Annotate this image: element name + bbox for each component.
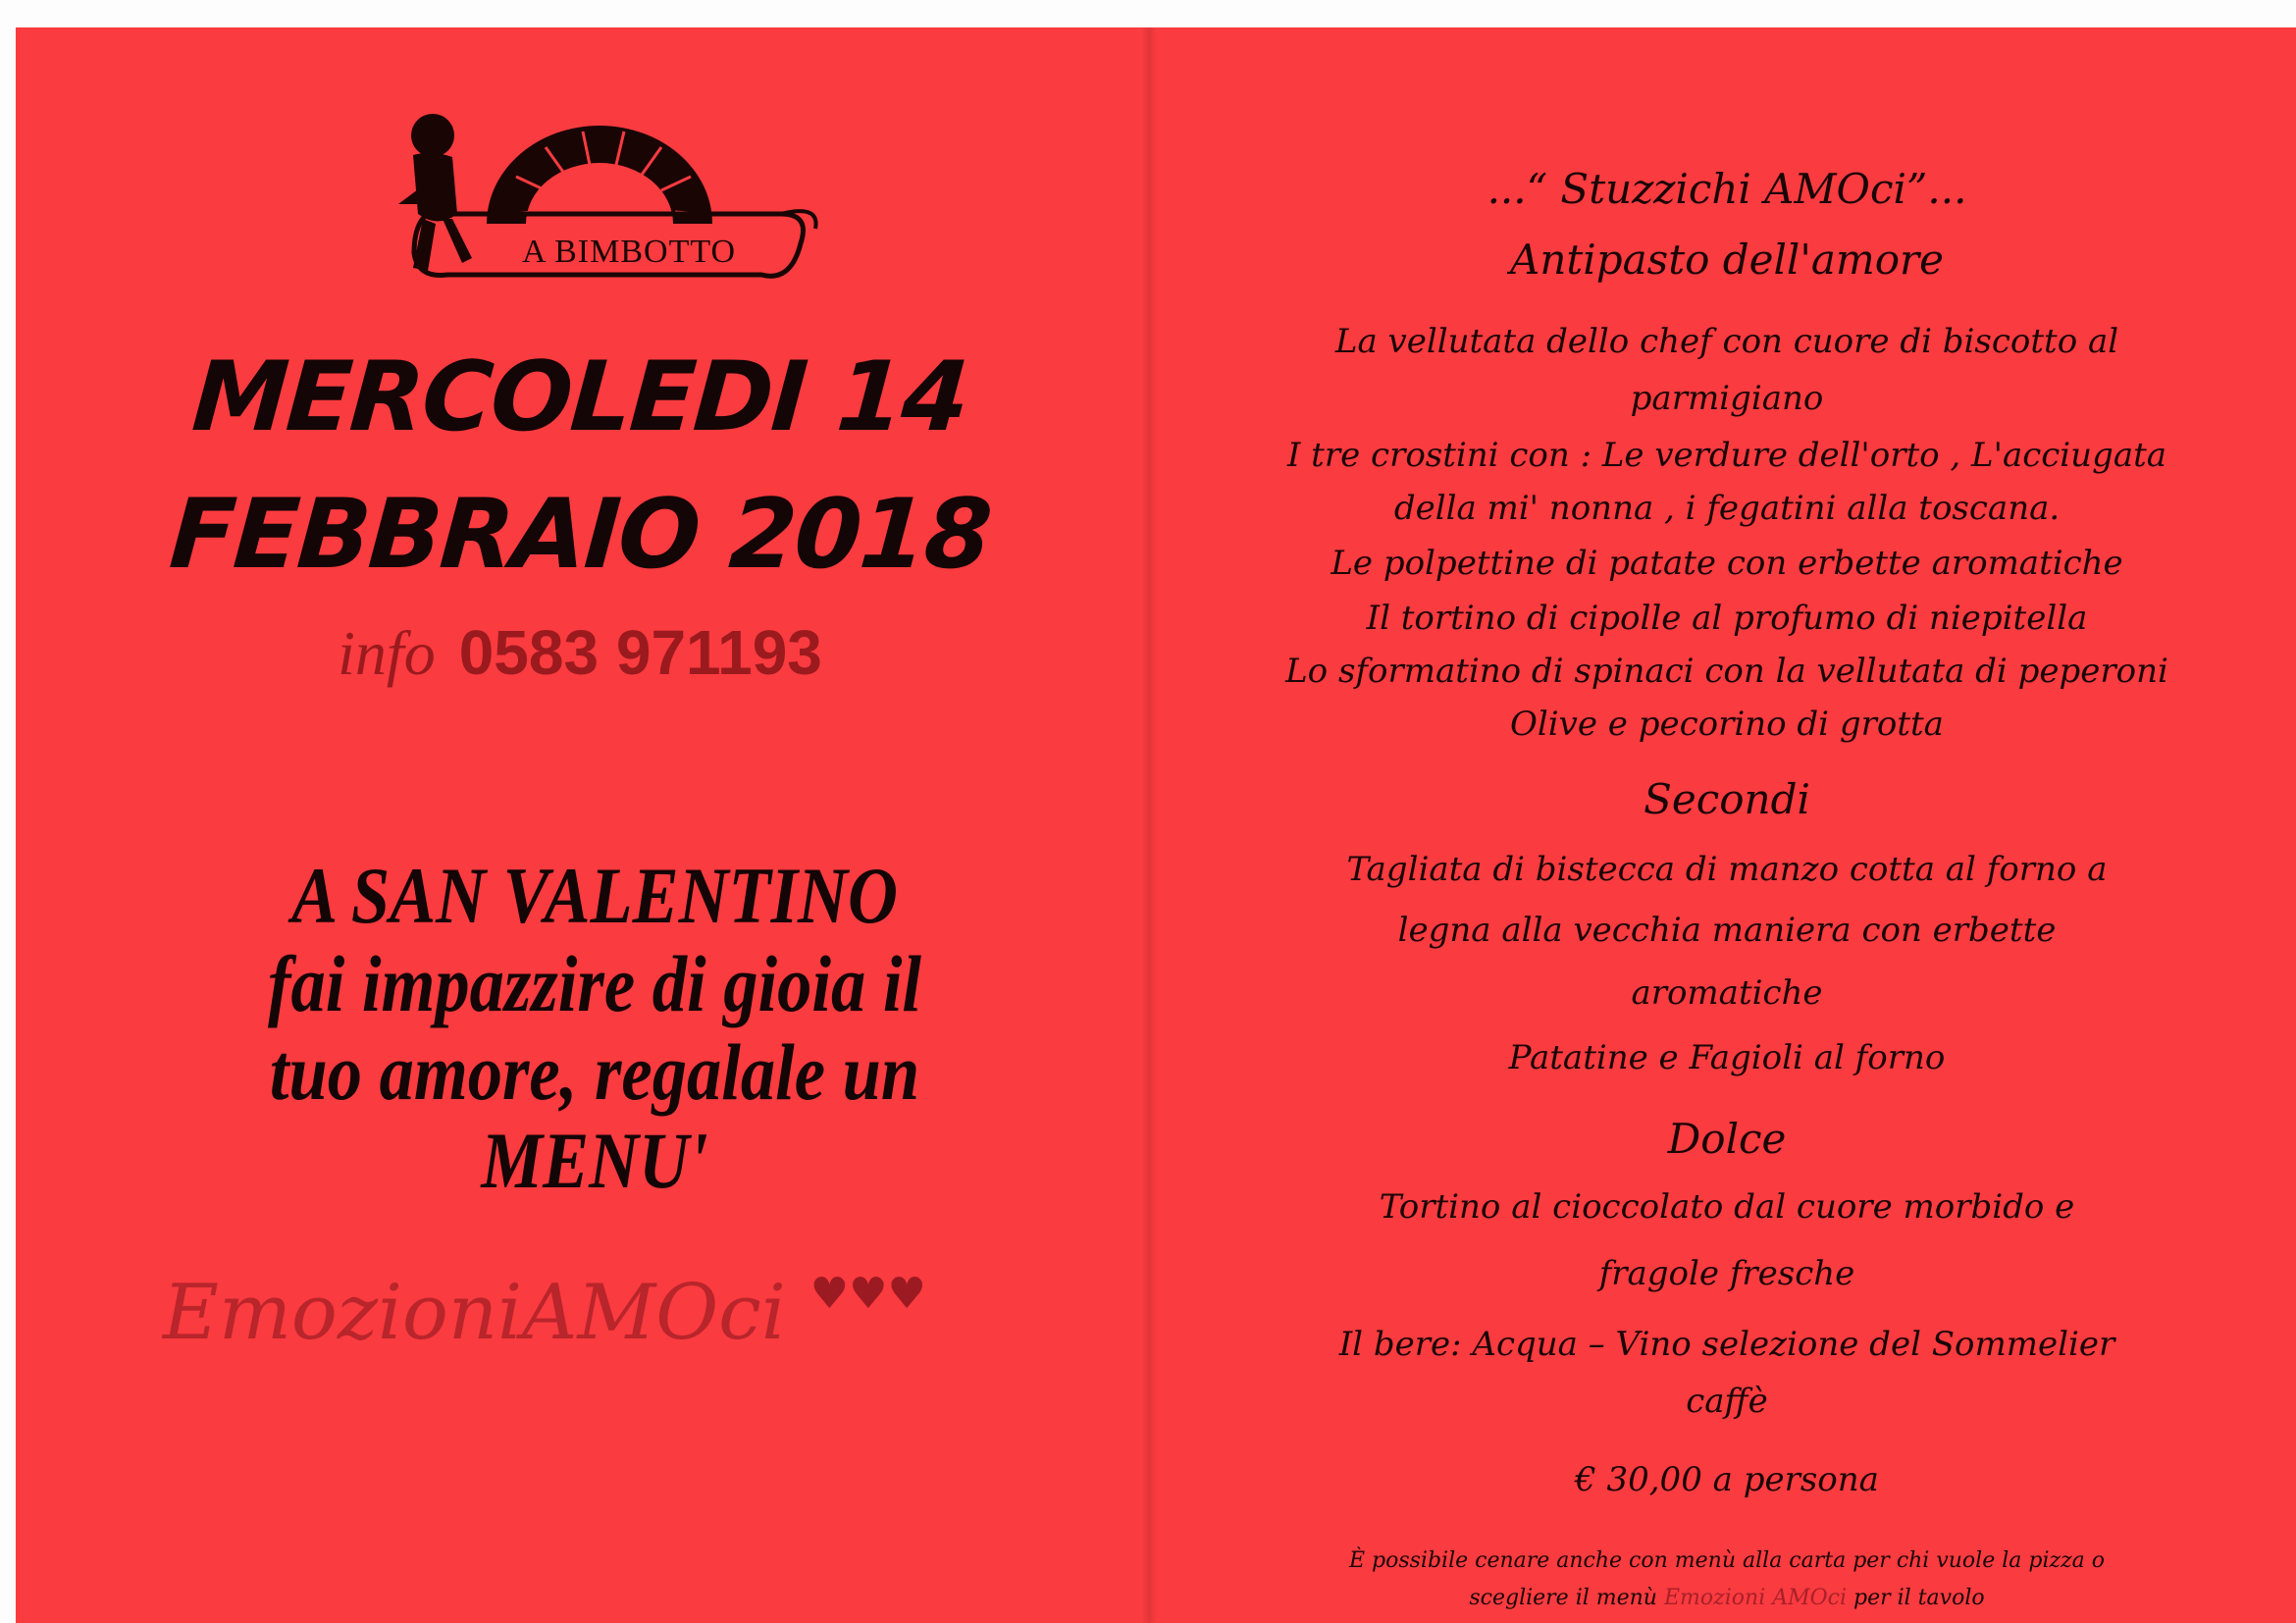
coffee-line: caffè bbox=[1686, 1382, 1768, 1421]
restaurant-logo bbox=[379, 96, 830, 312]
menu-item: aromatiche bbox=[1631, 973, 1823, 1013]
logo-text: A BIMBOTTO bbox=[521, 234, 737, 270]
secondi-heading: Secondi bbox=[1644, 775, 1810, 823]
menu-item: parmigiano bbox=[1630, 379, 1824, 418]
brand-text: EmozioniAMOci bbox=[163, 1269, 786, 1357]
menu-item: Il tortino di cipolle al profumo di niepitella bbox=[1366, 599, 2088, 638]
event-date-line2: FEBBRAIO 2018 bbox=[166, 479, 994, 591]
note-text: per il tavolo bbox=[1853, 1586, 1985, 1610]
antipasto-heading: Antipasto dell'amore bbox=[1510, 236, 1944, 284]
hearts-icon: ♥♥♥ bbox=[809, 1269, 926, 1319]
promo-line: tuo amore, regalale un bbox=[269, 1027, 920, 1117]
menu-item: Patatine e Fagioli al forno bbox=[1508, 1038, 1946, 1077]
price: € 30,00 a persona bbox=[1575, 1460, 1879, 1499]
left-panel bbox=[16, 27, 1144, 1623]
menu-item: della mi' nonna , i fegatini alla toscana. bbox=[1393, 489, 2061, 528]
note-text: scegliere il menù bbox=[1469, 1586, 1657, 1610]
note-line: È possibile cenare anche con menù alla carta per chi vuole la pizza o bbox=[1348, 1548, 2106, 1573]
brand-emozioni-amoci bbox=[163, 1269, 1046, 1357]
drinks-line: Il bere: Acqua – Vino selezione del Sommelier bbox=[1338, 1325, 2115, 1364]
phone-number: 0583 971193 bbox=[458, 617, 822, 688]
menu-item: I tre crostini con : Le verdure dell'orto , L'acciugata bbox=[1286, 436, 2167, 475]
info-label: info bbox=[338, 618, 436, 688]
dolce-heading: Dolce bbox=[1667, 1115, 1787, 1163]
menu-title: ...“ Stuzzichi AMOci”... bbox=[1487, 165, 1967, 213]
menu-item: Lo sformatino di spinaci con la vellutata di peperoni bbox=[1285, 652, 2168, 691]
note-line bbox=[1158, 1586, 2296, 1610]
menu-item: Tortino al cioccolato dal cuore morbido e bbox=[1379, 1187, 2075, 1227]
menu-item: legna alla vecchia maniera con erbette bbox=[1397, 911, 2057, 950]
info-phone bbox=[16, 616, 1144, 690]
menu-item: Olive e pecorino di grotta bbox=[1510, 705, 1944, 744]
promo-line: A SAN VALENTINO bbox=[291, 851, 898, 940]
menu-item: La vellutata dello chef con cuore di biscotto al bbox=[1334, 322, 2119, 361]
menu-item: Tagliata di bistecca di manzo cotta al forno a bbox=[1346, 850, 2108, 889]
promo-line: MENU' bbox=[481, 1116, 708, 1205]
promo-line: fai impazzire di gioia il bbox=[267, 939, 922, 1028]
fold-line bbox=[1142, 27, 1156, 1623]
promo-text bbox=[173, 852, 1017, 1205]
menu-item: fragole fresche bbox=[1598, 1254, 1855, 1293]
menu-panel bbox=[1158, 27, 2296, 1623]
event-date-line1: MERCOLEDI 14 bbox=[188, 341, 971, 453]
menu-item: Le polpettine di patate con erbette aromatiche bbox=[1331, 544, 2123, 583]
note-brand: Emozioni AMOci bbox=[1663, 1586, 1848, 1610]
oven-cherub-logo-icon bbox=[379, 96, 830, 312]
